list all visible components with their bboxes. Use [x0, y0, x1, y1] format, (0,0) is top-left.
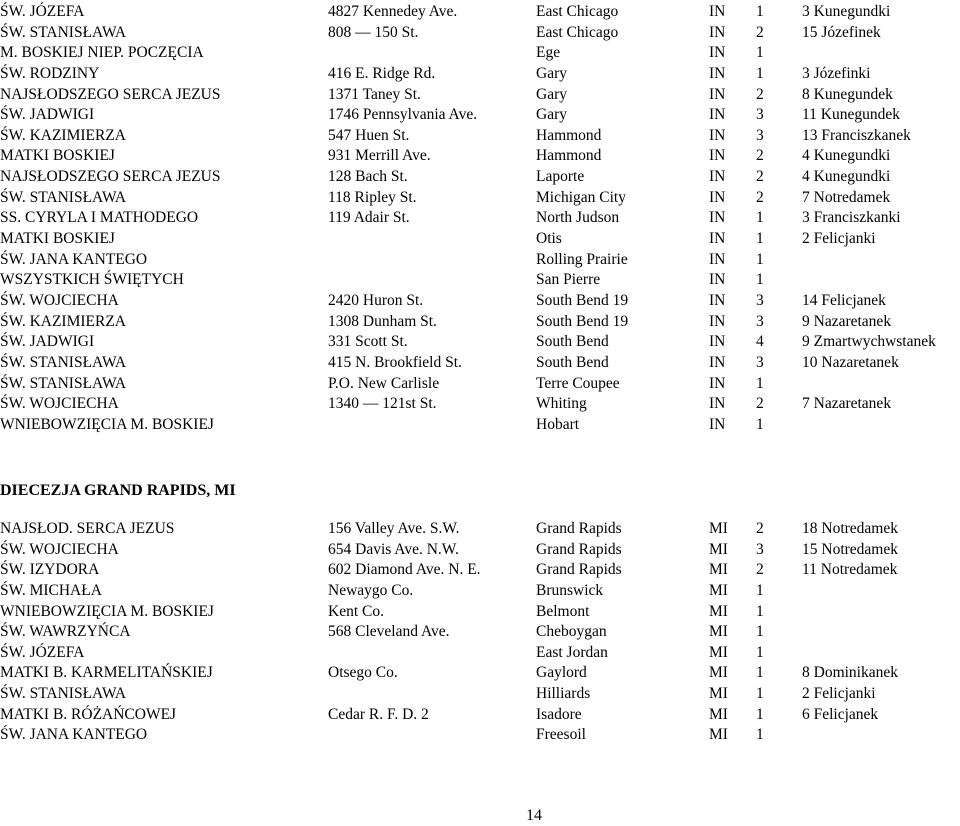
count-value: 1 [756, 664, 764, 682]
table-row [0, 250, 960, 271]
state-code: MI [709, 602, 728, 620]
city-name: Gary [536, 85, 567, 103]
parish-name: WSZYSTKICH ŚWIĘTYCH [0, 271, 184, 289]
street-address: 1371 Taney St. [328, 85, 421, 103]
city-name: East Chicago [536, 23, 619, 41]
count-value: 1 [756, 374, 764, 392]
count-value: 2 [756, 23, 764, 41]
parish-name: ŚW. STANISŁAWA [0, 374, 127, 392]
table-row [0, 2, 960, 23]
state-code: MI [709, 540, 728, 558]
table-row [0, 64, 960, 85]
count-value: 2 [756, 85, 764, 103]
state-code: IN [709, 333, 726, 351]
street-address: 654 Davis Ave. N.W. [328, 540, 459, 558]
state-code: IN [709, 209, 726, 227]
state-code: IN [709, 188, 726, 206]
count-value: 2 [756, 188, 764, 206]
parish-name: ŚW. IZYDORA [0, 561, 100, 579]
sisters-count: 4 Kunegundki [802, 168, 891, 186]
count-value: 2 [756, 147, 764, 165]
sisters-count: 11 Notredamek [802, 561, 898, 579]
table-row [0, 725, 960, 746]
page-number: 14 [526, 807, 542, 824]
state-code: IN [709, 271, 726, 289]
parish-name: NAJSŁODSZEGO SERCA JEZUS [0, 168, 221, 186]
city-name: Isadore [536, 705, 582, 723]
state-code: IN [709, 374, 726, 392]
table-row [0, 126, 960, 147]
sisters-count: 2 Felicjanki [802, 685, 876, 703]
city-name: Hammond [536, 147, 602, 165]
parish-name: MATKI B. KARMELITAŃSKIEJ [0, 664, 213, 682]
count-value: 1 [756, 643, 764, 661]
parish-name: MATKI B. RÓŻAŃCOWEJ [0, 705, 177, 723]
city-name: Rolling Prairie [536, 250, 628, 268]
count-value: 3 [756, 540, 764, 558]
parish-name: ŚW. STANISŁAWA [0, 685, 127, 703]
city-name: Grand Rapids [536, 520, 622, 537]
street-address: 931 Merrill Ave. [328, 147, 431, 165]
city-name: South Bend 19 [536, 291, 629, 309]
count-value: 2 [756, 168, 764, 186]
sisters-count: 10 Nazaretanek [802, 353, 899, 371]
city-name: Belmont [536, 602, 590, 620]
table-row [0, 602, 960, 623]
table-row [0, 188, 960, 209]
count-value: 4 [756, 333, 764, 351]
table-row [0, 85, 960, 106]
parish-name: MATKI BOSKIEJ [0, 147, 115, 165]
state-code: IN [709, 415, 726, 433]
count-value: 2 [756, 395, 764, 413]
parish-name: ŚW. WAWRZYŃCA [0, 623, 131, 641]
street-address: 331 Scott St. [328, 333, 408, 351]
count-value: 1 [756, 602, 764, 620]
table-row [0, 581, 960, 602]
street-address: 119 Adair St. [328, 209, 410, 227]
street-address: Newaygo Co. [328, 581, 414, 599]
parish-name: ŚW. KAZIMIERZA [0, 312, 127, 330]
parish-name: ŚW. JANA KANTEGO [0, 250, 148, 268]
sisters-count: 14 Felicjanek [802, 291, 886, 309]
parish-name: ŚW. RODZINY [0, 64, 100, 82]
indiana-parish-table [0, 2, 960, 435]
table-row [0, 643, 960, 664]
sisters-count: 8 Dominikanek [802, 664, 898, 682]
table-row [0, 415, 960, 436]
parish-name: ŚW. STANISŁAWA [0, 188, 127, 206]
state-code: MI [709, 705, 728, 723]
state-code: MI [709, 685, 728, 703]
street-address: 2420 Huron St. [328, 291, 424, 309]
state-code: MI [709, 520, 728, 537]
count-value: 1 [756, 3, 764, 20]
table-row [0, 374, 960, 395]
city-name: Terre Coupee [536, 374, 620, 392]
street-address: 1746 Pennsylvania Ave. [328, 106, 478, 124]
street-address: 1340 ― 121st St. [328, 395, 437, 413]
parish-name: M. BOSKIEJ NIEP. POCZĘCIA [0, 44, 204, 62]
street-address: 128 Bach St. [328, 168, 408, 186]
parish-name: ŚW. JADWIGI [0, 106, 95, 124]
state-code: IN [709, 126, 726, 144]
count-value: 2 [756, 561, 764, 579]
city-name: Ege [536, 44, 561, 62]
count-value: 3 [756, 126, 764, 144]
parish-name: NAJSŁODSZEGO SERCA JEZUS [0, 85, 221, 103]
sisters-count: 18 Notredamek [802, 520, 898, 537]
parish-name: ŚW. WOJCIECHA [0, 395, 119, 413]
city-name: Laporte [536, 168, 585, 186]
count-value: 1 [756, 726, 764, 744]
parish-name: ŚW. WOJCIECHA [0, 291, 119, 309]
state-code: IN [709, 23, 726, 41]
state-code: MI [709, 664, 728, 682]
parish-name: ŚW. JADWIGI [0, 333, 95, 351]
count-value: 1 [756, 250, 764, 268]
count-value: 2 [756, 520, 764, 537]
city-name: Hobart [536, 415, 580, 433]
table-row [0, 540, 960, 561]
city-name: Gaylord [536, 664, 587, 682]
parish-name: ŚW. STANISŁAWA [0, 353, 127, 371]
sisters-count: 13 Franciszkanek [802, 126, 911, 144]
table-row [0, 105, 960, 126]
parish-name: WNIEBOWZIĘCIA M. BOSKIEJ [0, 415, 214, 433]
sisters-count: 4 Kunegundki [802, 147, 891, 165]
state-code: IN [709, 44, 726, 62]
count-value: 3 [756, 312, 764, 330]
table-row [0, 291, 960, 312]
city-name: North Judson [536, 209, 620, 227]
city-name: Brunswick [536, 581, 604, 599]
state-code: IN [709, 250, 726, 268]
parish-name: SS. CYRYLA I MATHODEGO [0, 209, 199, 227]
parish-name: ŚW. STANISŁAWA [0, 23, 127, 41]
state-code: MI [709, 643, 728, 661]
state-code: IN [709, 64, 726, 82]
city-name: South Bend 19 [536, 312, 629, 330]
state-code: IN [709, 395, 726, 413]
sisters-count: 3 Franciszkanki [802, 209, 901, 227]
street-address: 568 Cleveland Ave. [328, 623, 450, 641]
table-row [0, 23, 960, 44]
city-name: San Pierre [536, 271, 601, 289]
city-name: South Bend [536, 353, 609, 371]
sisters-count: 8 Kunegundek [802, 85, 893, 103]
sisters-count: 7 Notredamek [802, 188, 891, 206]
table-row [0, 705, 960, 726]
count-value: 1 [756, 271, 764, 289]
state-code: IN [709, 106, 726, 124]
street-address: Otsego Co. [328, 664, 398, 682]
city-name: Hammond [536, 126, 602, 144]
city-name: East Chicago [536, 3, 619, 20]
table-row [0, 353, 960, 374]
state-code: IN [709, 3, 726, 20]
table-row [0, 208, 960, 229]
table-row [0, 663, 960, 684]
count-value: 1 [756, 623, 764, 641]
count-value: 1 [756, 415, 764, 433]
table-row [0, 622, 960, 643]
city-name: Grand Rapids [536, 561, 622, 579]
parish-name: MATKI BOSKIEJ [0, 230, 115, 248]
diocese-heading: DIECEZJA GRAND RAPIDS, MI [0, 482, 236, 499]
state-code: MI [709, 581, 728, 599]
state-code: MI [709, 561, 728, 579]
street-address: Kent Co. [328, 602, 384, 620]
table-row [0, 229, 960, 250]
parish-name: WNIEBOWZIĘCIA M. BOSKIEJ [0, 602, 214, 620]
street-address: 602 Diamond Ave. N. E. [328, 561, 481, 579]
street-address: 547 Huen St. [328, 126, 410, 144]
city-name: South Bend [536, 333, 609, 351]
table-row [0, 43, 960, 64]
city-name: Gary [536, 64, 567, 82]
city-name: Gary [536, 106, 567, 124]
city-name: Whiting [536, 395, 587, 413]
count-value: 1 [756, 209, 764, 227]
count-value: 1 [756, 685, 764, 703]
city-name: Michigan City [536, 188, 626, 206]
count-value: 3 [756, 106, 764, 124]
parish-name: ŚW. JÓZEFA [0, 3, 85, 20]
city-name: East Jordan [536, 643, 608, 661]
count-value: 1 [756, 230, 764, 248]
table-row [0, 270, 960, 291]
table-row [0, 332, 960, 353]
sisters-count: 7 Nazaretanek [802, 395, 892, 413]
grand-rapids-parish-table [0, 519, 960, 746]
sisters-count: 3 Józefinki [802, 64, 871, 82]
street-address: 416 E. Ridge Rd. [328, 64, 436, 82]
street-address: 4827 Kennedey Ave. [328, 3, 458, 20]
street-address: P.O. New Carlisle [328, 374, 440, 392]
table-row [0, 560, 960, 581]
street-address: 156 Valley Ave. S.W. [328, 520, 460, 537]
state-code: IN [709, 230, 726, 248]
count-value: 1 [756, 705, 764, 723]
sisters-count: 2 Felicjanki [802, 230, 876, 248]
sisters-count: 15 Józefinek [802, 23, 881, 41]
count-value: 1 [756, 44, 764, 62]
parish-name: ŚW. JANA KANTEGO [0, 726, 148, 744]
city-name: Otis [536, 230, 562, 248]
street-address: 415 N. Brookfield St. [328, 353, 462, 371]
table-row [0, 167, 960, 188]
city-name: Freesoil [536, 726, 586, 744]
table-row [0, 684, 960, 705]
state-code: IN [709, 312, 726, 330]
sisters-count: 11 Kunegundek [802, 106, 901, 124]
city-name: Grand Rapids [536, 540, 622, 558]
parish-name: ŚW. KAZIMIERZA [0, 126, 127, 144]
state-code: IN [709, 147, 726, 165]
street-address: 1308 Dunham St. [328, 312, 437, 330]
city-name: Cheboygan [536, 623, 607, 641]
count-value: 1 [756, 64, 764, 82]
table-row [0, 394, 960, 415]
sisters-count: 3 Kunegundki [802, 3, 891, 20]
parish-name: NAJSŁOD. SERCA JEZUS [0, 520, 175, 537]
state-code: IN [709, 291, 726, 309]
count-value: 3 [756, 291, 764, 309]
parish-name: ŚW. MICHAŁA [0, 581, 102, 599]
table-row [0, 146, 960, 167]
state-code: MI [709, 623, 728, 641]
table-row [0, 312, 960, 333]
sisters-count: 9 Nazaretanek [802, 312, 892, 330]
parish-name: ŚW. JÓZEFA [0, 643, 85, 661]
city-name: Hilliards [536, 685, 591, 703]
state-code: IN [709, 85, 726, 103]
street-address: Cedar R. F. D. 2 [328, 705, 429, 723]
sisters-count: 15 Notredamek [802, 540, 898, 558]
street-address: 118 Ripley St. [328, 188, 417, 206]
sisters-count: 9 Zmartwychwstanek [802, 333, 936, 351]
parish-name: ŚW. WOJCIECHA [0, 540, 119, 558]
street-address: 808 ― 150 St. [328, 23, 419, 41]
count-value: 3 [756, 353, 764, 371]
sisters-count: 6 Felicjanek [802, 705, 879, 723]
state-code: IN [709, 168, 726, 186]
state-code: IN [709, 353, 726, 371]
state-code: MI [709, 726, 728, 744]
table-row [0, 519, 960, 540]
count-value: 1 [756, 581, 764, 599]
